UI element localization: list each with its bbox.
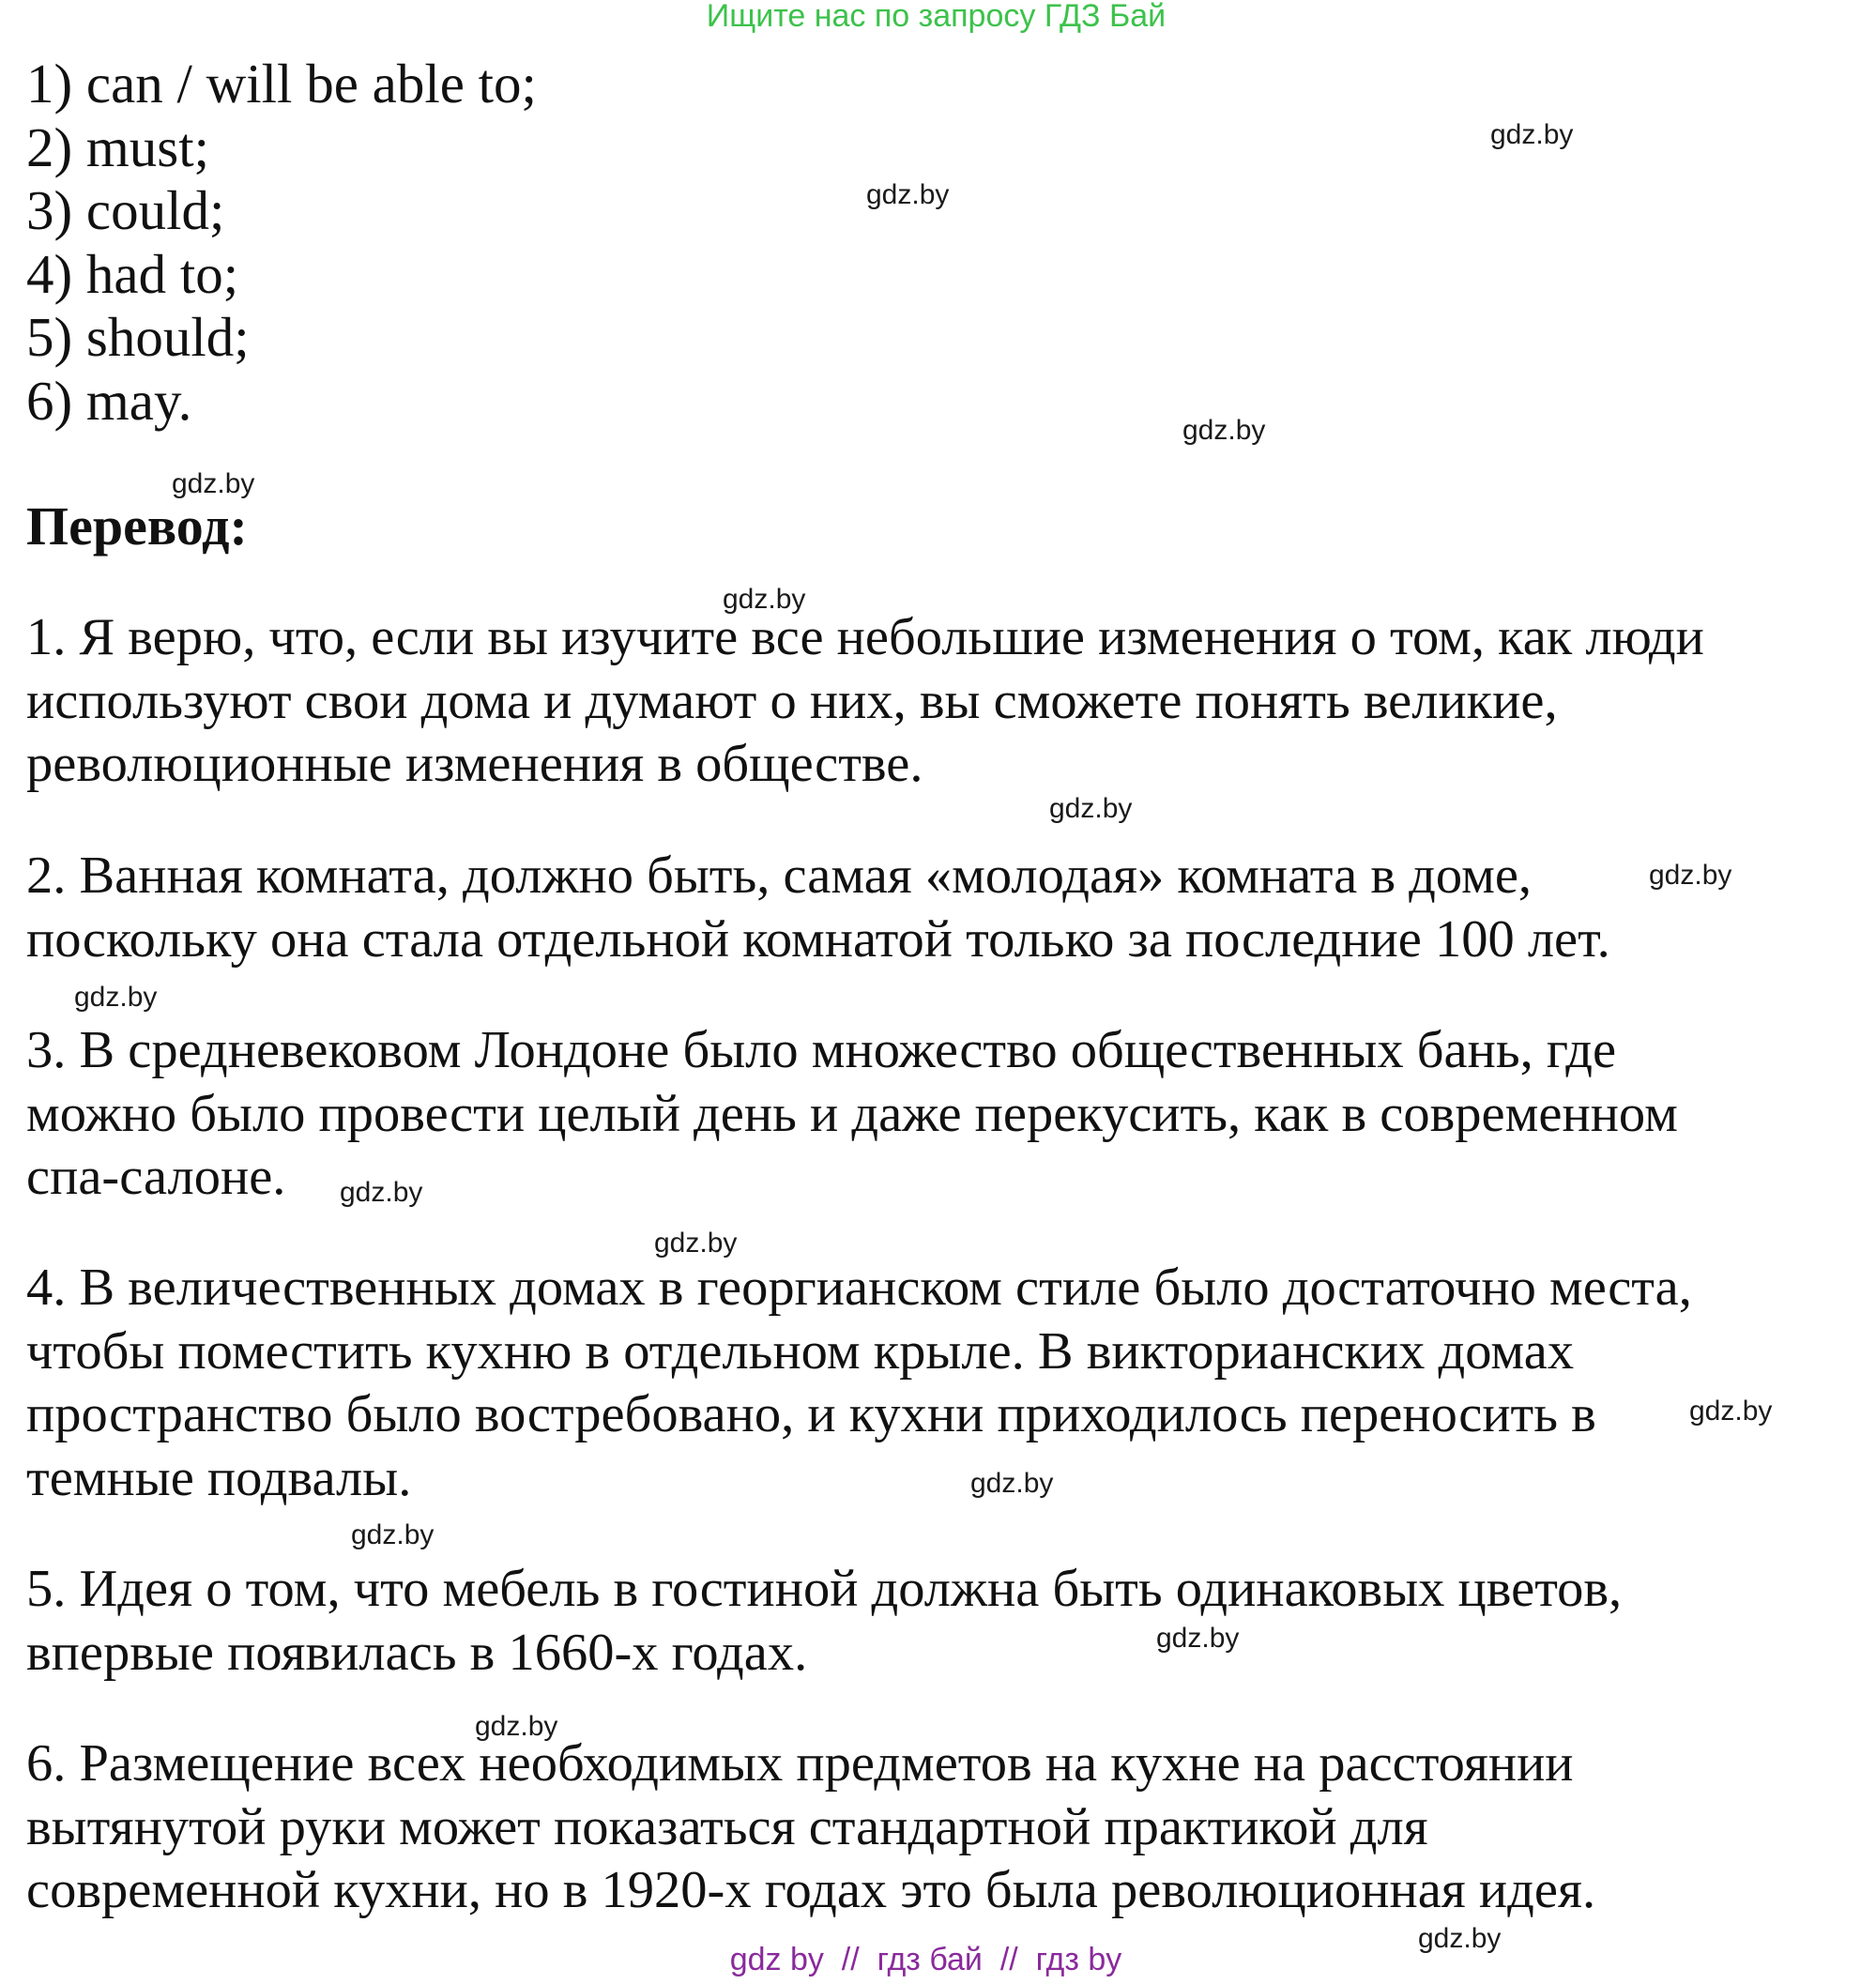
watermark: gdz.by [340, 1177, 423, 1208]
answer-item: 5) should; [26, 306, 250, 368]
watermark: gdz.by [1182, 415, 1266, 446]
translation-heading: Перевод: [26, 496, 248, 557]
answer-item: 6) may. [26, 369, 192, 432]
watermark: gdz.by [1689, 1396, 1773, 1427]
watermark: gdz.by [351, 1519, 435, 1550]
translation-paragraph-3: 3. В средневековом Лондоне было множество общественных бань, где можно было провести целый день и даже перекусить, как в современном спа-салоне. [26, 1021, 1678, 1206]
watermark: gdz.by [1049, 793, 1133, 824]
search-hint-banner: Ищите нас по запросу ГДЗ Бай [706, 0, 1167, 34]
translation-paragraph-1: 1. Я верю, что, если вы изучите все небольшие изменения о том, как люди используют свои дома и думают о них, вы сможете понять великие, революционные изменения в обществе. [26, 608, 1704, 793]
translation-paragraph-2: 2. Ванная комната, должно быть, самая «молодая» комната в доме, поскольку она стала отдельной комнатой только за последние 100 лет. [26, 847, 1610, 969]
watermark: gdz.by [654, 1228, 738, 1259]
watermark: gdz.by [723, 584, 806, 615]
watermark: gdz.by [970, 1468, 1054, 1499]
answer-item: 3) could; [26, 179, 225, 241]
watermark: gdz.by [172, 468, 255, 499]
watermark: gdz.by [1418, 1923, 1502, 1954]
translation-paragraph-6: 6. Размещение всех необходимых предметов на кухне на расстоянии вытянутой руки может показаться стандартной практикой для современной кухни, но в 1920-х годах это была революционная идея. [26, 1734, 1596, 1919]
watermark: gdz.by [74, 982, 158, 1013]
translation-paragraph-5: 5. Идея о том, что мебель в гостиной должна быть одинаковых цветов, впервые появилась в 1660-х годах. [26, 1560, 1623, 1682]
watermark: gdz.by [1156, 1623, 1240, 1654]
translation-paragraph-4: 4. В величественных домах в георгианском стиле было достаточно места, чтобы поместить кухню в отдельном крыле. В викторианских домах пространство было востребовано, и кухни приходилось переносить в темные подвалы. [26, 1259, 1692, 1507]
watermark: gdz.by [475, 1711, 558, 1742]
watermark: gdz.by [1490, 119, 1574, 150]
answer-item: 2) must; [26, 115, 210, 178]
watermark: gdz.by [866, 179, 950, 210]
footer-links: gdz by // гдз бай // гдз by [729, 1942, 1122, 1977]
answers-list [26, 53, 537, 433]
answer-item: 4) had to; [26, 242, 239, 305]
watermark: gdz.by [1649, 860, 1732, 891]
answer-item: 1) can / will be able to; [26, 53, 537, 114]
